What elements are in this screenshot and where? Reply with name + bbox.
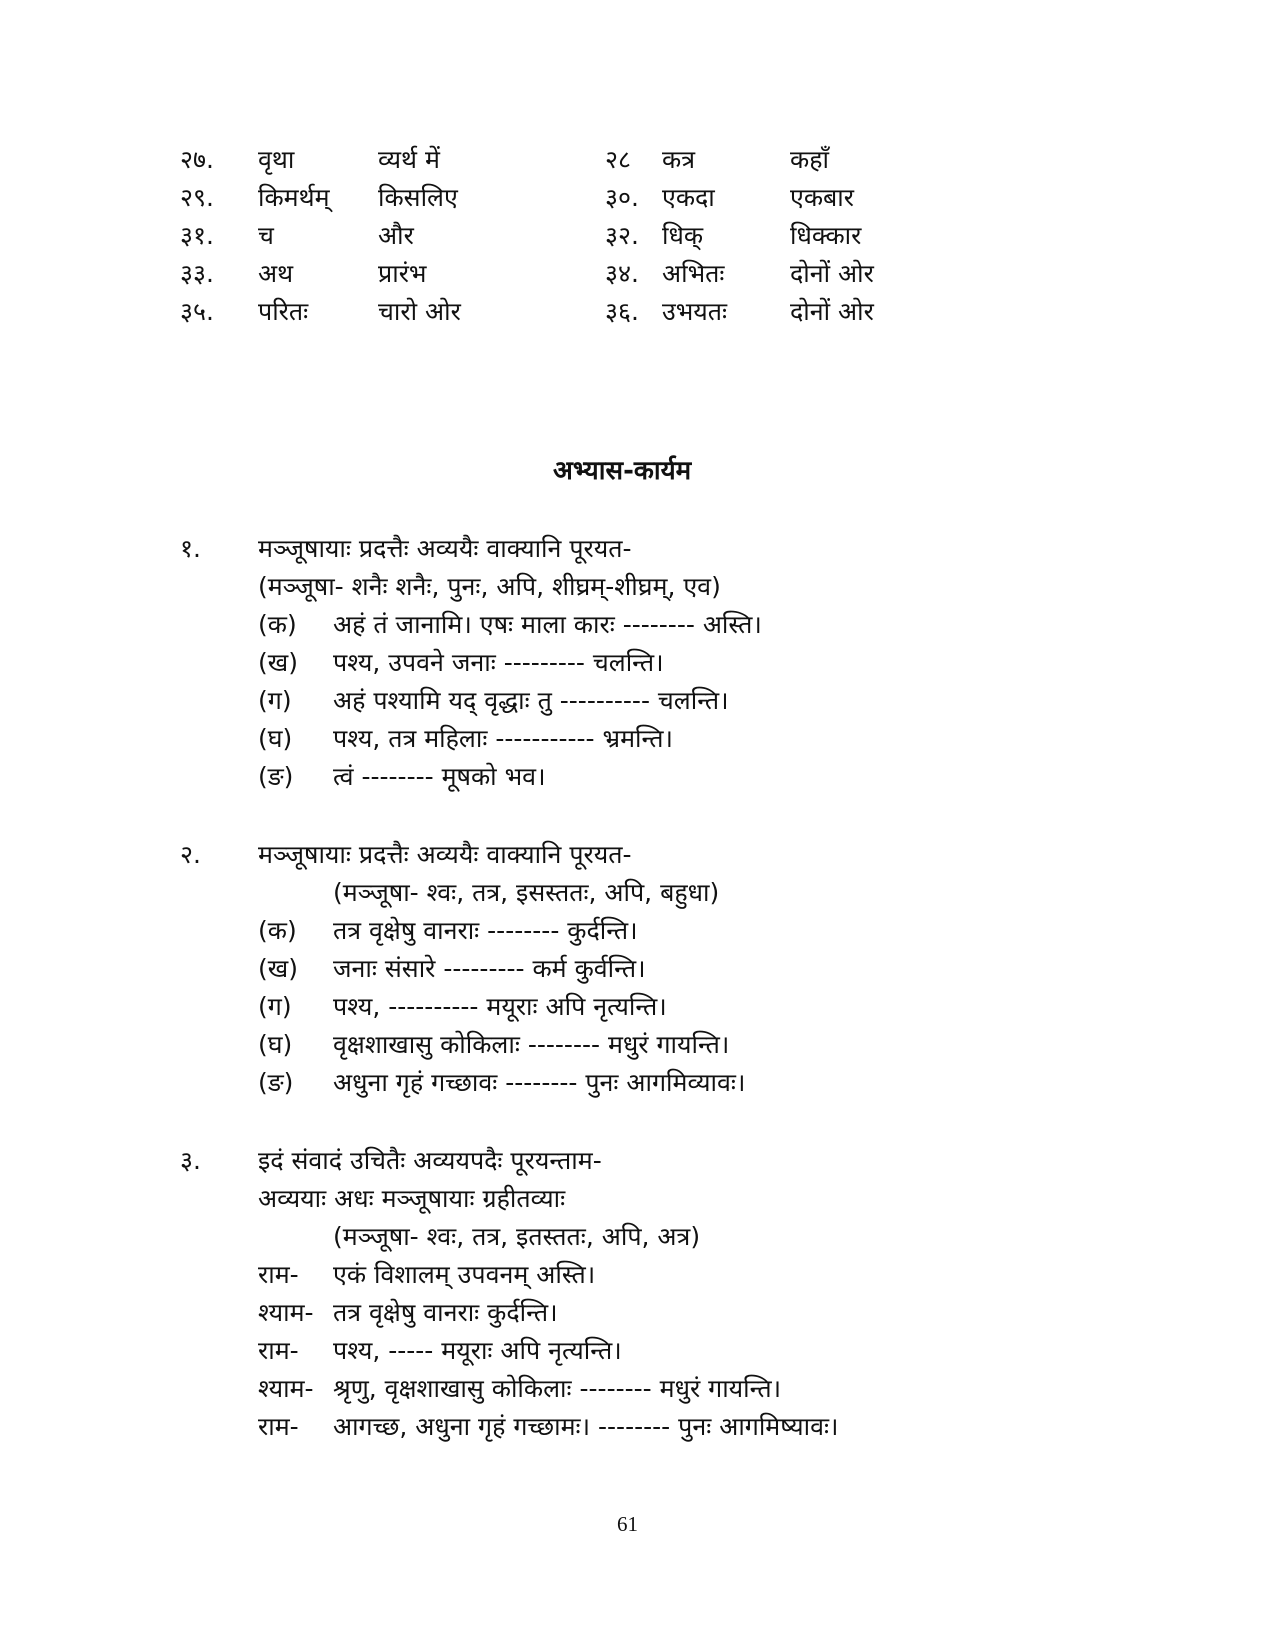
speaker: राम-: [258, 1260, 299, 1289]
dialogue-text: आगच्छ, अधुना गृहं गच्छामः। -------- पुनः आगमिष्यावः।: [333, 1412, 839, 1441]
vocab-meaning: धिक्कार: [790, 221, 862, 250]
vocab-row: [0, 182, 1275, 220]
vocab-row: [0, 296, 1275, 334]
item-text: अहं तं जानामि। एषः माला कारः -------- अस्ति।: [333, 610, 762, 639]
item-text: जनाः संसारे --------- कर्म कुर्वन्ति।: [333, 954, 646, 983]
vocab-word: धिक्: [662, 221, 704, 250]
vocab-word: च: [258, 221, 274, 250]
vocab-word: किमर्थम्: [258, 183, 330, 212]
vocab-number: ३०.: [605, 183, 639, 212]
vocab-row: [0, 258, 1275, 296]
item-label: (घ): [258, 724, 293, 753]
vocab-word: उभयतः: [662, 297, 728, 326]
dialogue-text: तत्र वृक्षेषु वानराः कुर्दन्ति।: [333, 1298, 558, 1327]
speaker: श्याम-: [258, 1298, 314, 1327]
vocab-row: [0, 144, 1275, 182]
item-label: (घ): [258, 1030, 293, 1059]
word-box: (मञ्जूषा- शनैः शनैः, पुनः, अपि, शीघ्रम्-शीघ्रम्, एव): [258, 572, 721, 601]
item-text: वृक्षशाखासु कोकिलाः -------- मधुरं गायन्ति।: [333, 1030, 730, 1059]
vocab-word: एकदा: [662, 183, 715, 212]
item-text: तत्र वृक्षेषु वानराः -------- कुर्दन्ति।: [333, 916, 638, 945]
speaker: राम-: [258, 1336, 299, 1365]
item-text: अधुना गृहं गच्छावः -------- पुनः आगमिव्यावः।: [333, 1068, 746, 1097]
vocab-number: ३२.: [605, 221, 639, 250]
item-label: (ख): [258, 954, 298, 983]
item-text: पश्य, ---------- मयूराः अपि नृत्यन्ति।: [333, 992, 667, 1021]
item-text: त्वं -------- मूषको भव।: [333, 762, 546, 791]
vocab-word: अभितः: [662, 259, 725, 288]
vocab-meaning: और: [378, 221, 414, 250]
item-text: पश्य, उपवने जनाः --------- चलन्ति।: [333, 648, 664, 677]
vocab-meaning: चारो ओर: [378, 297, 461, 326]
vocab-number: २९.: [180, 183, 214, 212]
vocab-meaning: दोनों ओर: [790, 297, 874, 326]
vocab-number: ३३.: [180, 259, 214, 288]
dialogue-text: एकं विशालम् उपवनम् अस्ति।: [333, 1260, 596, 1289]
vocab-word: परितः: [258, 297, 309, 326]
exercise-title: अभ्यास-कार्यम: [553, 456, 692, 486]
vocab-meaning: एकबार: [790, 183, 855, 212]
item-label: (क): [258, 916, 297, 945]
vocab-word: अथ: [258, 259, 294, 288]
question-number: १.: [180, 534, 201, 563]
vocab-number: २८: [605, 145, 632, 174]
question-number: २.: [180, 840, 201, 869]
vocab-number: २७.: [180, 145, 214, 174]
vocab-number: ३५.: [180, 297, 214, 326]
item-label: (ग): [258, 686, 292, 715]
question-instruction: इदं संवादं उचितैः अव्ययपदैः पूरयन्ताम-: [258, 1146, 602, 1175]
question-instruction: मञ्जूषायाः प्रदत्तैः अव्ययैः वाक्यानि पूरयत-: [258, 840, 632, 869]
word-box: (मञ्जूषा- श्वः, तत्र, इसस्ततः, अपि, बहुधा): [333, 878, 720, 907]
vocab-row: [0, 220, 1275, 258]
item-label: (ग): [258, 992, 292, 1021]
question-instruction: मञ्जूषायाः प्रदत्तैः अव्ययैः वाक्यानि पूरयत-: [258, 534, 632, 563]
word-box: (मञ्जूषा- श्वः, तत्र, इतस्ततः, अपि, अत्र): [333, 1222, 701, 1251]
speaker: राम-: [258, 1412, 299, 1441]
item-text: पश्य, तत्र महिलाः ----------- भ्रमन्ति।: [333, 724, 673, 753]
vocab-meaning: प्रारंभ: [378, 259, 427, 288]
item-label: (ङ): [258, 1068, 294, 1097]
dialogue-text: पश्य, ----- मयूराः अपि नृत्यन्ति।: [333, 1336, 622, 1365]
speaker: श्याम-: [258, 1374, 314, 1403]
item-label: (ङ): [258, 762, 294, 791]
dialogue-text: श्रृणु, वृक्षशाखासु कोकिलाः -------- मधुरं गायन्ति।: [333, 1374, 782, 1403]
question-instruction-2: अव्ययाः अधः मञ्जूषायाः ग्रहीतव्याः: [258, 1184, 566, 1213]
vocab-word: वृथा: [258, 145, 295, 174]
item-label: (क): [258, 610, 297, 639]
vocab-word: कत्र: [662, 145, 696, 174]
vocab-meaning: कहाँ: [790, 145, 829, 174]
item-text: अहं पश्यामि यद् वृद्धाः तु ---------- चलन्ति।: [333, 686, 729, 715]
vocab-number: ३४.: [605, 259, 639, 288]
vocab-meaning: दोनों ओर: [790, 259, 874, 288]
item-label: (ख): [258, 648, 298, 677]
question-number: ३.: [180, 1146, 201, 1175]
vocab-number: ३६.: [605, 297, 639, 326]
vocab-meaning: किसलिए: [378, 183, 458, 212]
vocab-meaning: व्यर्थ में: [378, 145, 440, 174]
vocab-number: ३१.: [180, 221, 214, 250]
page-number: 61: [617, 1512, 638, 1536]
